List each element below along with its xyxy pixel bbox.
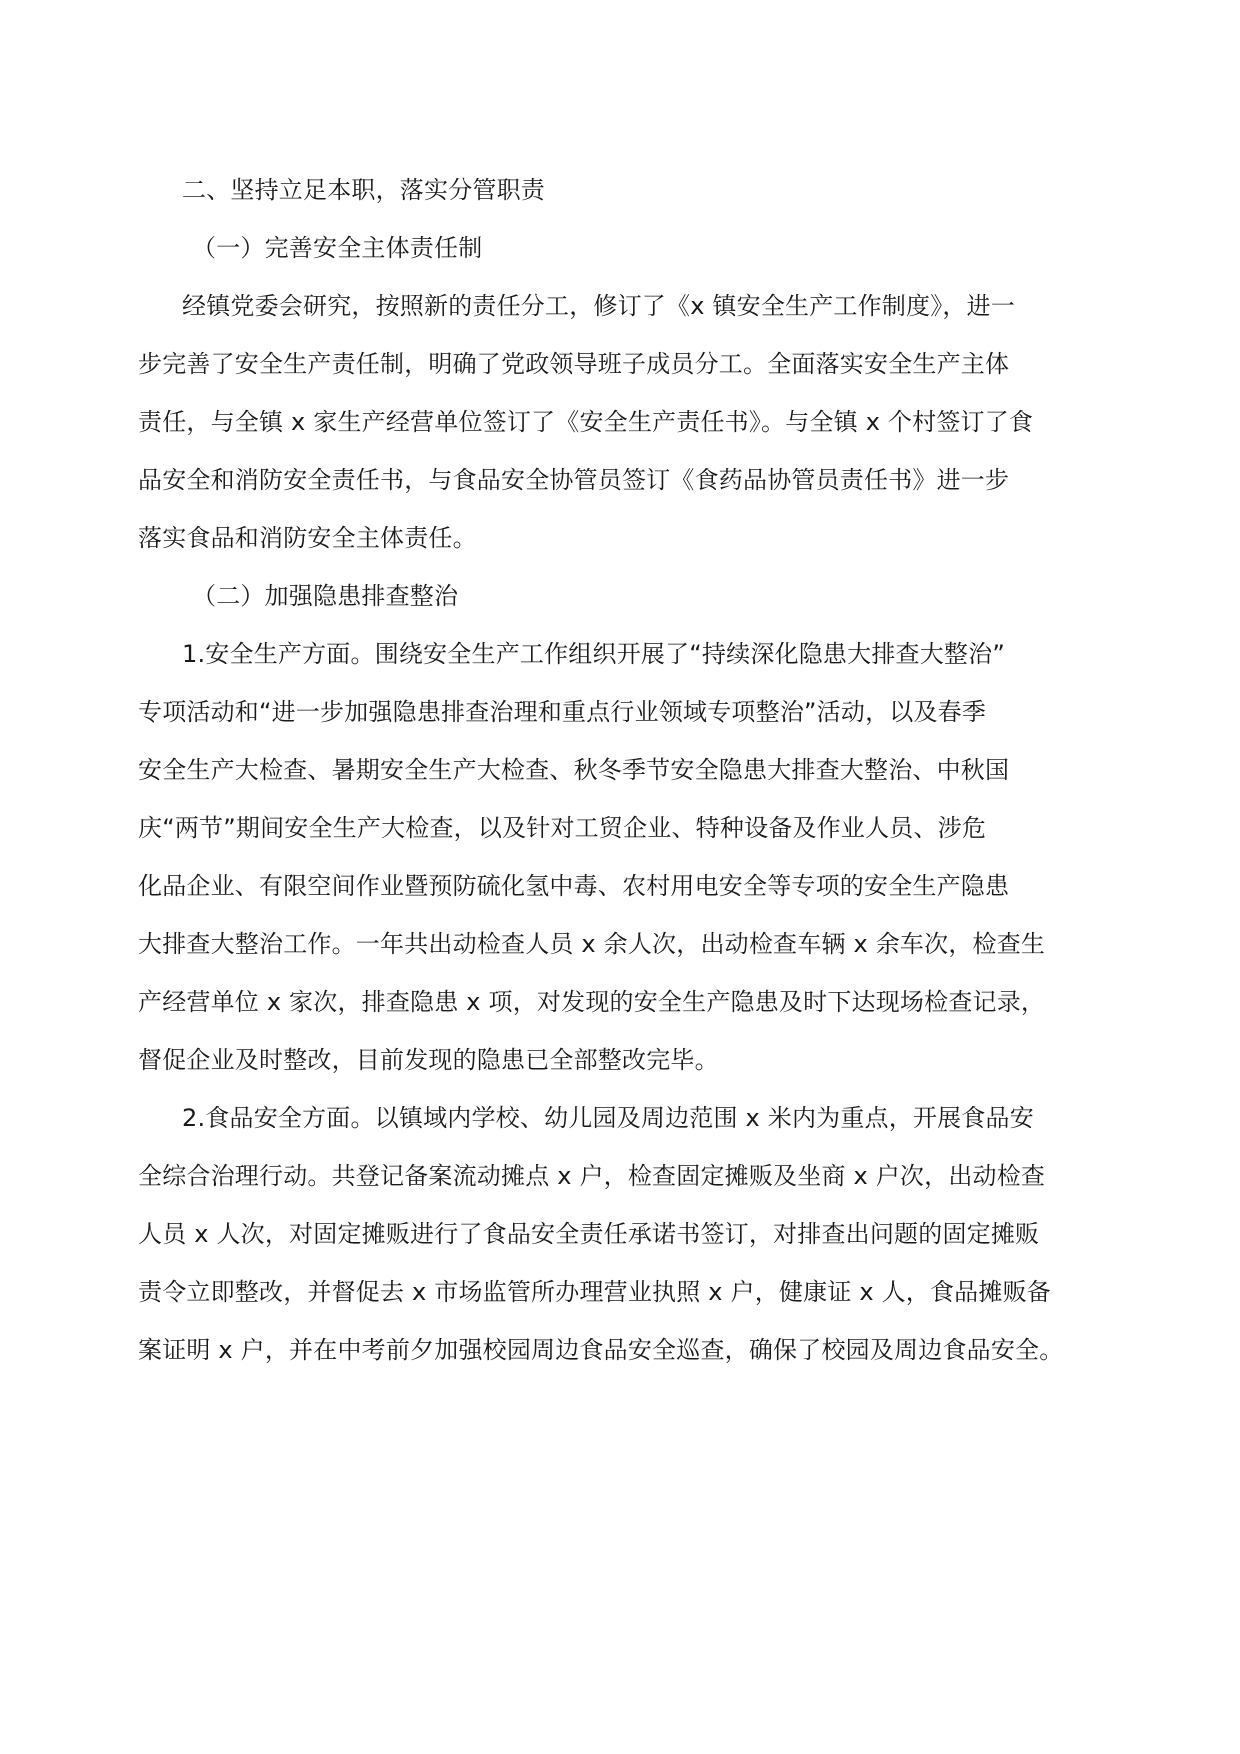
paragraph-line: 专项活动和“进一步加强隐患排查治理和重点行业领域专项整治”活动，以及春季 [138, 698, 987, 726]
paragraph-line: 全综合治理行动。共登记备案流动摊点 x 户，检查固定摊贩及坐商 x 户次，出动检查 [138, 1162, 1046, 1190]
paragraph-line: 产经营单位 x 家次，排查隐患 x 项，对发现的安全生产隐患及时下达现场检查记录， [138, 988, 1046, 1016]
paragraph-line: 责任，与全镇 x 家生产经营单位签订了《安全生产责任书》。与全镇 x 个村签订了食 [138, 408, 1034, 436]
paragraph-line: 人员 x 人次，对固定摊贩进行了食品安全责任承诺书签订，对排查出问题的固定摊贩 [138, 1220, 1040, 1248]
paragraph-line: 安全生产大检查、暑期安全生产大检查、秋冬季节安全隐患大排查大整治、中秋国 [138, 756, 1010, 784]
paragraph-line: 落实食品和消防安全主体责任。 [138, 524, 477, 552]
paragraph-line: 责令立即整改，并督促去 x 市场监管所办理营业执照 x 户，健康证 x 人，食品摊贩备 [138, 1278, 1051, 1306]
paragraph-line: 案证明 x 户，并在中考前夕加强校园周边食品安全巡查，确保了校园及周边食品安全。 [138, 1336, 1064, 1364]
paragraph-line: 2.食品安全方面。以镇域内学校、幼儿园及周边范围 x 米内为重点，开展食品安 [182, 1104, 1034, 1132]
paragraph-line: 经镇党委会研究，按照新的责任分工，修订了《x 镇安全生产工作制度》，进一 [182, 292, 1016, 320]
paragraph-line: 庆“两节”期间安全生产大检查，以及针对工贸企业、特种设备及作业人员、涉危 [138, 814, 987, 842]
paragraph-line: 1.安全生产方面。围绕安全生产工作组织开展了“持续深化隐患大排查大整治” [182, 640, 1005, 668]
subsection-title: （一）完善安全主体责任制 [192, 234, 483, 262]
paragraph-line: 品安全和消防安全责任书，与食品安全协管员签订《食药品协管员责任书》进一步 [138, 466, 1010, 494]
paragraph-line: 步完善了安全生产责任制，明确了党政领导班子成员分工。全面落实安全生产主体 [138, 350, 1010, 378]
section-heading: 二、坚持立足本职，落实分管职责 [182, 176, 545, 204]
paragraph-line: 大排查大整治工作。一年共出动检查人员 x 余人次，出动检查车辆 x 余车次，检查生 [138, 930, 1046, 958]
paragraph-line: 督促企业及时整改，目前发现的隐患已全部整改完毕。 [138, 1046, 719, 1074]
subsection-title: （二）加强隐患排查整治 [192, 582, 459, 610]
paragraph-line: 化品企业、有限空间作业暨预防硫化氢中毒、农村用电安全等专项的安全生产隐患 [138, 872, 1010, 900]
